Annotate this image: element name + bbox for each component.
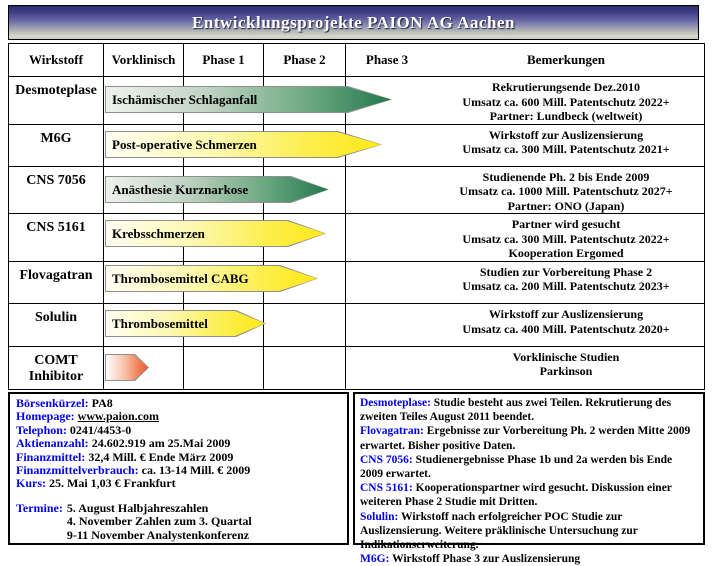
- column-header-bemerkungen-phase3: Phase 3: [346, 44, 428, 77]
- remark-line: Studien zur Vorbereitung Phase 2: [479, 264, 653, 279]
- remark-line: Kooperation Ergomed: [508, 246, 624, 261]
- termine-item: 9-11 November Analystenkonferenz: [66, 527, 250, 542]
- note-flovagatran: [360, 424, 698, 452]
- info-line-finanzmittelverbrauch: [16, 464, 341, 477]
- note-solulin: [360, 510, 698, 553]
- page-title: Entwicklungsprojekte PAION AG Aachen: [192, 12, 515, 32]
- column-header-phase2: Phase 2: [264, 44, 346, 77]
- column-header-vorklinisch: Vorklinisch: [104, 44, 184, 77]
- arrow-label: Thrombosemittel CABG: [112, 270, 249, 286]
- pipeline-arrow-cns7056: [105, 176, 329, 203]
- homepage-link[interactable]: www.paion.com: [77, 409, 159, 424]
- info-label: Börsenkürzel:: [16, 396, 89, 410]
- info-line-telephon: [16, 424, 341, 437]
- info-value: ca. 13-14 Mill. € 2009: [141, 463, 251, 478]
- pipeline-arrow-comt-inhibitor: [105, 354, 149, 381]
- info-label: Homepage:: [16, 409, 75, 424]
- remarks-cns7056: [428, 167, 704, 215]
- note-text: Studienergebnisse Phase 1b und 2a werden bis Ende 2009 erwartet.: [360, 453, 673, 481]
- info-line-aktienanzahl: [16, 437, 341, 450]
- info-label: Telephon:: [16, 422, 67, 437]
- remark-line: Vorklinische Studien: [512, 349, 620, 364]
- project-name-cns7056: CNS 7056: [9, 167, 104, 215]
- timeline-cell: [264, 304, 346, 346]
- timeline-cell: [264, 347, 346, 389]
- pipeline-arrow-solulin: [105, 310, 266, 337]
- note-cns5161: [360, 481, 698, 509]
- remarks-flovagatran: [428, 262, 704, 304]
- column-header-wirkstoff: Wirkstoff: [9, 44, 104, 77]
- column-header-bemerkungen: Bemerkungen: [428, 44, 704, 77]
- note-label: CNS 5161:: [360, 482, 413, 495]
- timeline-cell: [346, 304, 428, 346]
- remark-line: Umsatz ca. 200 Mill. Patentschutz 2023+: [462, 279, 670, 294]
- termine-item: 5. August Halbjahreszahlen: [66, 500, 209, 515]
- info-label: Termine:: [16, 500, 63, 515]
- info-label: Finanzmittel:: [16, 449, 86, 464]
- note-label: Solulin:: [360, 510, 399, 523]
- note-label: Flovagatran:: [360, 425, 424, 438]
- remark-line: Umsatz ca. 300 Mill. Patentschutz 2022+: [462, 231, 670, 246]
- remarks-solulin: [428, 304, 704, 346]
- arrow-label: Anästhesie Kurznarkose: [112, 181, 249, 197]
- note-cns7056: [360, 453, 698, 481]
- remark-line: Studienende Ph. 2 bis Ende 2009: [482, 169, 650, 184]
- note-text: Wirkstoff nach erfolgreicher POC Studie zur Auslizensierung. Weitere präklinische Untersuchung zur Indikationserweiterung.: [360, 510, 638, 552]
- project-notes-box: [353, 392, 705, 566]
- info-value: 25. Mai 1,03 € Frankfurt: [49, 476, 176, 491]
- remark-line: Umsatz ca. 1000 Mill. Patentschutz 2027+: [459, 184, 673, 199]
- pipeline-arrow-cns5161: [105, 220, 326, 247]
- pipeline-arrow-m6g: [105, 131, 382, 158]
- remark-line: Umsatz ca. 600 Mill. Patentschutz 2022+: [462, 94, 670, 109]
- note-label: CNS 7056:: [360, 453, 413, 466]
- remarks-comt-inhibitor: [428, 347, 704, 389]
- info-line-boersenkuerzel: [16, 397, 341, 410]
- pipeline-arrow-flovagatran: [105, 265, 318, 292]
- timeline-cell: [184, 347, 264, 389]
- timeline-cell: [346, 347, 428, 389]
- arrow-label: Thrombosemittel: [112, 315, 208, 331]
- pipeline-table: [8, 43, 705, 390]
- timeline-cell: [346, 214, 428, 262]
- info-value: 0241/4453-0: [69, 422, 132, 437]
- arrow-fill: [106, 355, 148, 380]
- info-value: 32,4 Mill. € Ende März 2009: [88, 449, 234, 464]
- pipeline-arrow-desmoteplase: [105, 86, 392, 113]
- note-text: Studie besteht aus zwei Teilen. Rekrutierung des zweiten Teiles August 2011 beendet.: [360, 397, 672, 424]
- remarks-m6g: [428, 125, 704, 167]
- project-name-m6g: M6G: [9, 125, 104, 167]
- termine-item: 4. November Zahlen zum 3. Quartal: [66, 514, 252, 529]
- note-label: Desmoteplase:: [360, 397, 431, 409]
- remark-line: Partner: ONO (Japan): [507, 198, 625, 213]
- info-line-homepage: [16, 410, 341, 423]
- note-text: Wirkstoff Phase 3 zur Auslizensierung: [392, 553, 581, 566]
- note-label: M6G:: [360, 553, 390, 566]
- remarks-desmoteplase: [428, 77, 704, 125]
- note-desmoteplase: [360, 396, 698, 424]
- info-line-kurs: [16, 477, 341, 490]
- remark-line: Wirkstoff zur Auslizensierung: [488, 127, 644, 142]
- project-name-solulin: Solulin: [9, 304, 104, 346]
- project-name-cns5161: CNS 5161: [9, 214, 104, 262]
- arrow-label: Ischämischer Schlaganfall: [112, 91, 258, 107]
- column-header-phase1: Phase 1: [184, 44, 264, 77]
- arrow-label: Post-operative Schmerzen: [112, 136, 257, 152]
- termine-items: [67, 502, 252, 542]
- note-text: Ergebnisse zur Vorbereitung Ph. 2 werden Mitte 2009 erwartet. Bisher positive Daten.: [360, 425, 691, 452]
- company-info-box: [8, 392, 349, 545]
- remark-line: Umsatz ca. 400 Mill. Patentschutz 2020+: [462, 321, 670, 336]
- project-name-desmoteplase: Desmoteplase: [9, 77, 104, 125]
- info-line-termine: [16, 502, 341, 542]
- remarks-cns5161: [428, 214, 704, 262]
- remark-line: Partner wird gesucht: [511, 217, 621, 232]
- arrow-label: Krebsschmerzen: [112, 225, 205, 241]
- note-text: Kooperationspartner wird gesucht. Diskussion einer weiteren Phase 2 Studie mit Dritten.: [360, 482, 672, 509]
- info-label: Kurs:: [16, 476, 46, 491]
- info-line-finanzmittel: [16, 451, 341, 464]
- info-value: PA8: [91, 396, 113, 410]
- note-m6g: [360, 552, 698, 566]
- info-label: Aktienanzahl:: [16, 436, 89, 451]
- info-label: Finanzmittelverbrauch:: [16, 463, 139, 478]
- timeline-cell: [346, 262, 428, 304]
- info-value: 24.602.919 am 25.Mai 2009: [91, 436, 231, 451]
- remark-line: Rekrutierungsende Dez.2010: [492, 80, 640, 94]
- remark-line: Partner: Lundbeck (weltweit): [489, 109, 643, 123]
- timeline-cell: [346, 167, 428, 215]
- remark-line: Wirkstoff zur Auslizensierung: [488, 307, 644, 322]
- project-name-comt-inhibitor: COMT Inhibitor: [9, 347, 104, 389]
- remark-line: Umsatz ca. 300 Mill. Patentschutz 2021+: [462, 142, 670, 156]
- title-bar: [8, 5, 699, 40]
- project-name-flovagatran: Flovagatran: [9, 262, 104, 304]
- remark-line: Parkinson: [539, 364, 593, 379]
